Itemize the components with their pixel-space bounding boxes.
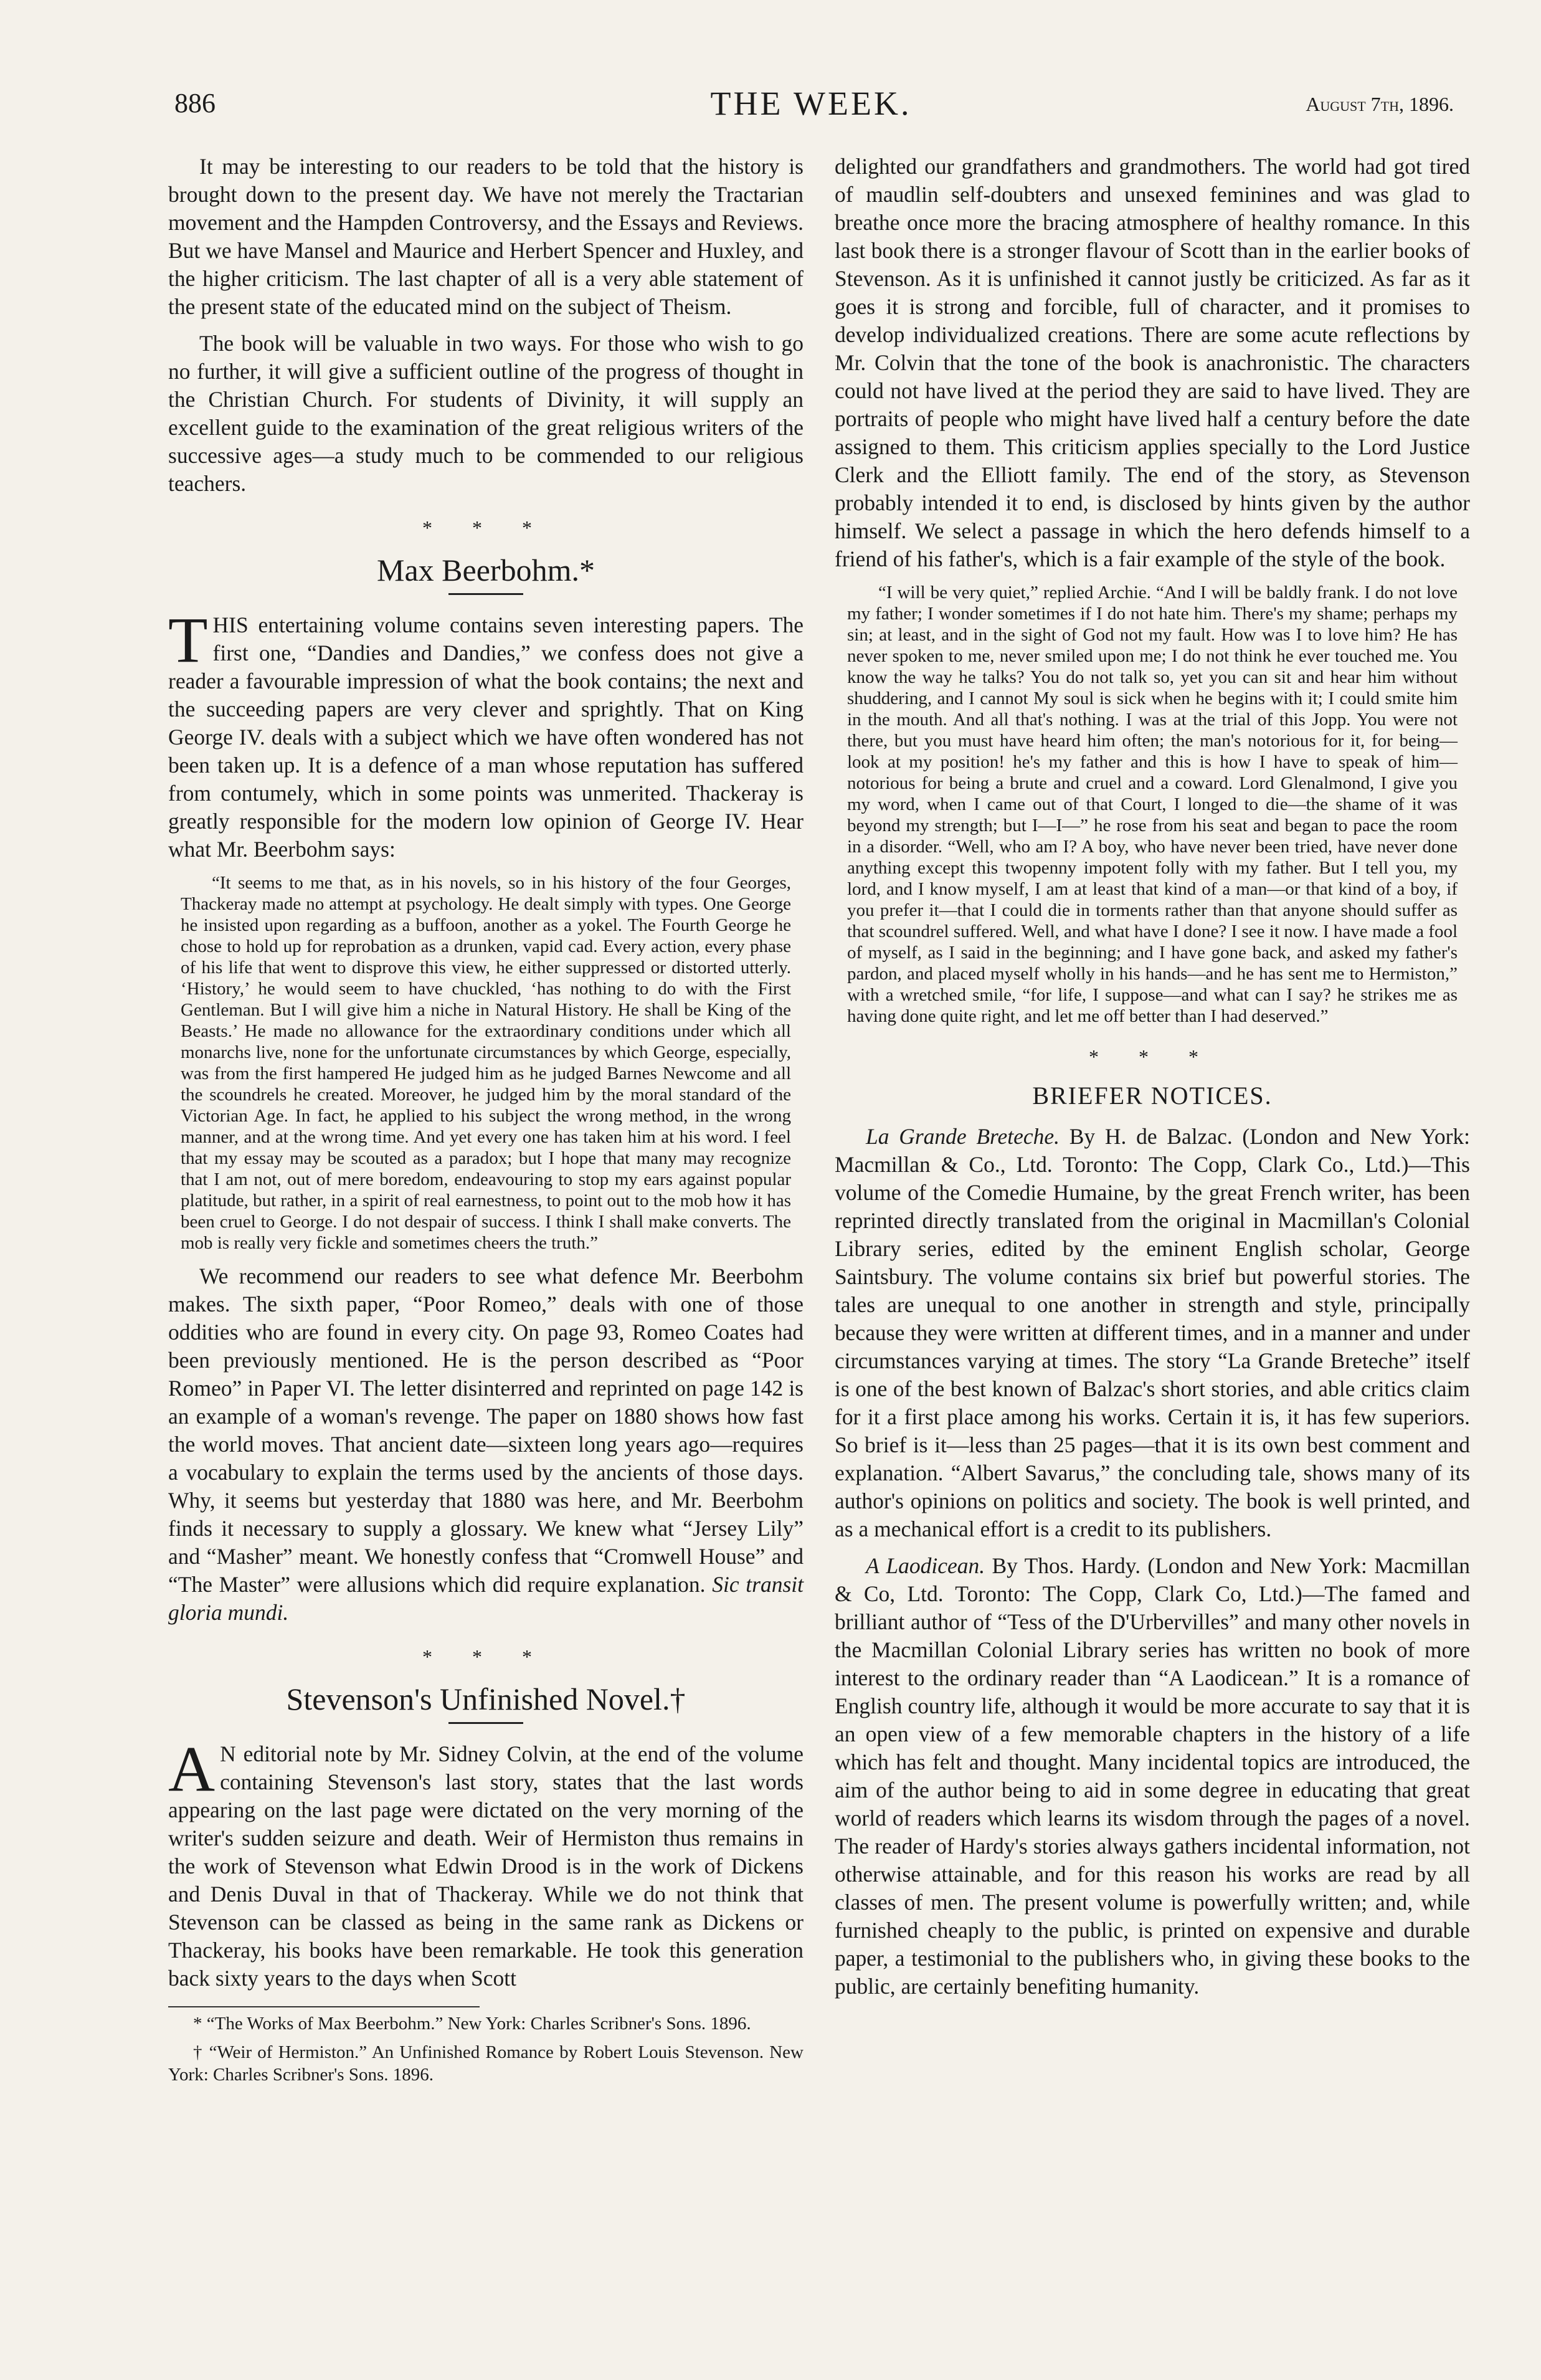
footnote-rule <box>168 2006 480 2007</box>
stevenson-heading: Stevenson's Unfinished Novel.† <box>286 1682 686 1716</box>
footnote-2: † “Weir of Hermiston.” An Unfinished Romance by Robert Louis Stevenson. New York: Charles Scribner's Sons. 1896. <box>168 2042 804 2085</box>
notice-a-laodicean: A Laodicean. By Thos. Hardy. (London and New York: Macmillan & Co, Ltd. Toronto: The Copp, Clark Co, Ltd.)—The famed and brilliant author of “Tess of the D'Urbervilles” and many other novels in the Macmillan Colonial Library series has written no book of more interest to the ordinary reader than “A Laodicean.” It is a romance of English country life, although it would be more accurate to say that it is an open view of a few memorable chapters in the history of a life which has felt and thought. Many incidental topics are introduced, the aim of the author being to aid in some degree in educating that great world of readers which learns its wisdom through the pages of a novel. The reader of Hardy's stories always gathers incidental information, not otherwise attainable, and for this reason his works are read by all classes of men. The present volume is powerfully written; and, while furnished cheaply to the public, is printed on expensive and durable paper, a testimonial to the publishers who, in giving these books to the public, are certainly benefiting humanity. <box>835 1553 1471 1999</box>
section-divider-stars: * * * <box>422 1645 549 1668</box>
page-number: 886 <box>174 88 216 118</box>
footnote-1: * “The Works of Max Beerbohm.” New York: Charles Scribner's Sons. 1896. <box>193 2014 751 2034</box>
beerbohm-quote: “It seems to me that, as in his novels, so in his history of the four Georges, Thackeray made no attempt at psychology. He dealt simply with types. One George he insisted upon regarding as a buffoon, another as a yokel. The Fourth George he chose to hold up for reprobation as a drunken, vapid cad. Every action, every phase of his life that went to disprove this view, he either suppressed or distorted utterly. ‘History,’ he would seem to have chuckled, ‘has nothing to do with the First Gentleman. But I will give him a niche in Natural History. He shall be King of the Beasts.’ He made no allowance for the extraordinary conditions under which all monarchs live, none for the unfortunate circumstances by which George, especially, was from the first hampered He judged him as he judged Barnes Newcome and all the scoundrels he created. Moreover, he judged him by the moral standard of the Victorian Age. In fact, he applied to his subject the wrong method, in the wrong manner, and at the wrong time. And yet every one has taken him at his word. I feel that my essay may be scouted as a paradox; but I hope that many may recognize that I am not, out of mere boredom, endeavouring to stop my ears against popular platitude, but rather, in a spirit of real earnestness, to point out to the mob how it has been cruel to George. I do not despair of success. I think I shall make converts. The mob is really very fickle and sometimes cheers the truth.” <box>181 873 791 1253</box>
stevenson-quote: “I will be very quiet,” replied Archie. “And I will be baldly frank. I do not love my father; I wonder sometimes if I do not hate him. There's my shame; perhaps my sin; at least, and in the sight of God not my fault. How was I to love him? He has never spoken to me, never smiled upon me; I do not think he ever touched me. You know the way he talks? You do not talk so, yet you can sit and hear him without shuddering, and I cannot My soul is sick when he begins with it; I could smite him in the mouth. And all that's nothing. I was at the trial of this Jopp. You were not there, but you must have heard him often; the man's notorious for it, for being—look at my position! he's my father and this is how I have to speak of him—notorious for being a brute and cruel and a coward. Lord Glenalmond, I give you my word, when I came out of that Court, I longed to die—the shame of it was beyond my strength; but I—I—” he rose from his seat and began to pace the room in a disorder. “Well, who am I? A boy, who have never been tried, have never done anything except this twopenny impotent folly with my father. But I tell you, my lord, and I know myself, I am at least that kind of a man—or that kind of a boy, if you prefer it—that I could die in torments rather than that anyone should suffer as that scoundrel suffered. Well, and what have I done? I see it now. I have made a fool of myself, as I said in the beginning; and I have gone back, and asked my father's pardon, and placed myself wholly in his hands—and he has sent me to Hermiston,” with a wretched smile, “for life, I suppose—and what can I say? he strikes me as having done quite right, and let me off better than I had deserved.” <box>847 583 1458 1026</box>
issue-date: August 7th, 1896. <box>1306 93 1454 115</box>
latin-phrase: Sic transit gloria mundi. <box>168 1572 804 1625</box>
stevenson-paragraph-2: delighted our grandfathers and grandmothers. The world had got tired of maudlin self-doubters and unsexed feminines and was glad to breathe once more the bracing atmosphere of healthy romance. In this last book there is a stronger flavour of Scott than in the earlier books of Stevenson. As it is unfinished it cannot justly be criticized. As far as it goes it is strong and forcible, full of character, and it promises to develop individualized creations. There are some acute reflections by Mr. Colvin that the tone of the book is anachronistic. The characters could not have lived at the period they are said to have lived. They are portraits of people who might have lived half a century before the date assigned to them. This criticism applies specially to the Lord Justice Clerk and the Elliott family. The end of the story, as Stevenson probably intended it to end, is disclosed by hints given by the author himself. We select a passage in which the hero defends himself to a friend of his father's, which is a fair example of the style of the book. <box>835 154 1470 571</box>
drop-cap: A <box>168 1733 216 1805</box>
intro-paragraph-2: The book will be valuable in two ways. For those who wish to go no further, it will give a sufficient outline of the progress of thought in the Christian Church. For students of Divinity, it will supply an excellent guide to the examination of the great religious writers of the successive ages—a study much to be commended to our religious teachers. <box>168 331 804 496</box>
briefer-notices-heading: BRIEFER NOTICES. <box>1032 1082 1273 1110</box>
heading-rule <box>448 1722 523 1724</box>
beerbohm-paragraph-1: THIS entertaining volume contains seven interesting papers. The first one, “Dandies and Dandies,” we confess does not give a reader a favourable impression of what the book contains; the next and the succeeding papers are very clever and sprightly. That on King George IV. deals with a subject which we have often wondered has not been taken up. It is a defence of a man whose reputation has suffered from contumely, which in some points was unmerited. Thackeray is greatly responsible for the modern low opinion of George IV. Hear what Mr. Beerbohm says: <box>168 604 804 862</box>
beerbohm-heading: Max Beerbohm.* <box>377 553 595 588</box>
page-header <box>168 84 1454 134</box>
notice-title: La Grande Breteche. <box>866 1124 1060 1149</box>
notice-la-grande-breteche: La Grande Breteche. By H. de Balzac. (London and New York: Macmillan & Co., Ltd. Toronto: The Copp, Clark Co., Ltd.)—This volume of the Comedie Humaine, by the great French writer, has been reprinted directly translated from the original in Macmillan's Colonial Library series, edited by the eminent English scholar, George Saintsbury. The volume contains six brief but powerful stories. The tales are unequal to one another in strength and style, principally because they were written at different times, and in a manner and under circumstances varying at times. The story “La Grande Breteche” itself is one of the best known of Balzac's short stories, and able critics claim for it a first place among his works. Certain it is, it has few superiors. So brief is it—less than 25 pages—that it is its own best comment and explanation. “Albert Savarus,” the concluding tale, shows many of its author's opinions on politics and society. The book is well printed, and as a mechanical effort is a credit to its publishers. <box>835 1124 1471 1541</box>
publication-title: THE WEEK. <box>710 85 912 122</box>
intro-paragraph-1: It may be interesting to our readers to be told that the history is brought down to the present day. We have not merely the Tractarian movement and the Hampden Controversy, and the Essays and Reviews. But we have Mansel and Maurice and Herbert Spencer and Huxley, and the higher criticism. The last chapter of all is a very able statement of the present state of the educated mind on the subject of Theism. <box>168 154 804 319</box>
section-divider-stars: * * * <box>1089 1045 1216 1068</box>
heading-rule <box>448 593 523 595</box>
stevenson-paragraph-1: A N editorial note by Mr. Sidney Colvin, at the end of the volume containing Stevenson's last story, states that the last words appearing on the last page were dictated on the very morning of the writer's sudden seizure and death. Weir of Hermiston thus remains in the work of Stevenson what Edwin Drood is in the work of Dickens and Denis Duval in that of Thackeray. While we do not think that Stevenson can be classed as being in the same rank as Dickens or Thackeray, his books have been remarkable. He took this generation back sixty years to the days when Scott <box>168 1733 804 1991</box>
beerbohm-paragraph-2: We recommend our readers to see what defence Mr. Beerbohm makes. The sixth paper, “Poor Romeo,” deals with one of those oddities who are found in every city. On page 93, Romeo Coates had been previously mentioned. He is the person described as “Poor Romeo” in Paper VI. The letter disinterred and reprinted on page 142 is an example of a woman's revenge. The paper on 1880 shows how fast the world moves. That ancient date—sixteen long years ago—requires a vocabulary to explain the terms used by the ancients of those days. Why, it seems but yesterday that 1880 was here, and Mr. Beerbohm finds it necessary to supply a glossary. We knew what “Jersey Lily” and “Masher” meant. We honestly confess that “Cromwell House” and “The Master” were allusions which did require explanation. Sic transit gloria mundi. <box>168 1264 804 1625</box>
notice-title: A Laodicean. <box>866 1553 985 1578</box>
right-column <box>835 153 1470 2009</box>
section-divider-stars: * * * <box>422 516 549 539</box>
left-column <box>168 153 804 2092</box>
drop-cap: T <box>168 604 208 676</box>
